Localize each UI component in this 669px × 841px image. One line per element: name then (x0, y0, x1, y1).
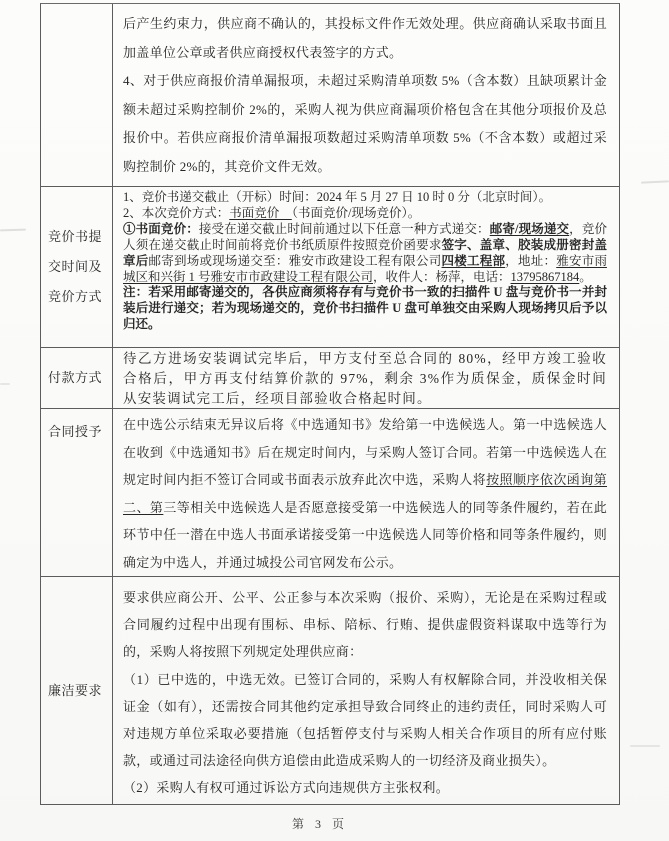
paragraph (123, 666, 607, 775)
text-run: 签字、盖章、胶装成册密封盖章后 (123, 237, 607, 268)
paragraph (123, 67, 607, 181)
paragraph (123, 774, 607, 801)
row-label-submission: 竞价书提交时间及竞价方式 (41, 187, 113, 347)
text-run: 在中选公示结束无异议后将《中选通知书》发给第一中选候选人。第一中选候选人在收到《中选通知书》后在规定时间内，与采购人签订合同。若第一中选候选人在规定时间内拒不签订合同或书面表示放弃此次中选，采购人将 (123, 417, 607, 487)
row-label-empty (41, 4, 113, 186)
scan-artifact (0, 229, 26, 232)
text-run: 三等相关中选候选人是否愿意接受第一中选候选人的同等条件履约，若在此环节中任一潜在中选人书面承诺接受第一中选候选人同等价格和同等条件履约，则确定为中选人，并通过城投公司官网发布公示。 (123, 499, 608, 570)
row-label-integrity: 廉洁要求 (41, 577, 113, 804)
row-content (113, 348, 619, 408)
paragraph (123, 411, 607, 576)
table-row-submission (41, 187, 619, 348)
paragraph (123, 222, 607, 286)
bid-terms-table (40, 3, 620, 805)
text-run: ，地址： (505, 253, 557, 268)
table-row-continuation (41, 4, 619, 187)
text-run: 书面竞价 (229, 205, 292, 220)
row-label-payment: 付款方式 (41, 348, 113, 408)
row-content (113, 409, 619, 576)
paragraph (123, 349, 607, 409)
text-run: 要求供应商公开、公平、公正参与本次采购（报价、采购），无论是在采购过程或合同履约过程中出现有围标、串标、陪标、行贿、提供虚假资料谋取中选等行为的，采购人将按照下列规定处理供应商： (123, 590, 607, 660)
page-number: 第 3 页 (291, 817, 348, 831)
text-run: 注：若采用邮寄递交的，各供应商须将存有与竞价书一致的扫描件 U 盘与竞价书一并封装后进行递交；若为现场递交的，竞价书扫描件 U 盘可单独交由采购人现场拷贝后予以归还。 (123, 285, 607, 332)
text-run: ，收件人：杨萍，电话： (373, 269, 511, 284)
text-run: 后产生约束力，供应商不确认的，其投标文件作无效处理。供应商确认采取书面且加盖单位公章或者供应商授权代表签字的方式。 (123, 16, 607, 60)
row-content (113, 577, 619, 804)
text-run: 邮寄到场或现场递交至：雅安市政建设工程有限公司 (148, 253, 442, 268)
paragraph (123, 10, 607, 67)
text-run: ①书面竞价： (123, 221, 199, 236)
text-run: 13795867184 (510, 269, 580, 284)
text-run: 待乙方进场安装调试完毕后，甲方支付至总合同的 80%，经甲方竣工验收合格后，甲方再支付结算价款的 97%，剩余 3%作为质保金，质保金时间从安装调试完工后，经项目部验收合格起时间。 (123, 351, 607, 406)
text-run: 4、对于供应商报价清单漏报项，未超过采购清单项数 5%（含本数）且缺项累计金额未超过采购控制价 2%的，采购人视为供应商漏项价格包含在其他分项报价及总报价中。若供应商报价清单漏报项数超过采购清单项数 5%（不含本数）或超过采购控制价 2%的，其竞价文件无效。 (123, 73, 607, 174)
paragraph (123, 206, 607, 222)
row-label-contract-award: 合同授予 (41, 409, 113, 576)
paragraph (123, 584, 607, 666)
scan-artifact (0, 383, 10, 385)
table-row-payment (41, 348, 619, 409)
table-row-integrity (41, 577, 619, 804)
text-run: 四楼工程部 (441, 253, 506, 268)
text-run: 接受在递交截止时间前通过以下任意一种方式递交： (198, 221, 490, 236)
row-content (113, 4, 619, 186)
text-run: ，竞价人须在递交截止时间前将竞价书纸质原件按照竞价函要求 (123, 221, 607, 252)
paragraph (123, 285, 607, 333)
text-run: 按照顺序依次函询第二、第 (123, 472, 607, 515)
text-run: 2、本次竞价方式： (123, 205, 230, 220)
text-run: 雅安市雨城区和兴街 1 号雅安市市政建设工程有限公司 (123, 253, 607, 284)
text-run: 1、竞价书递交截止（开标）时间：2024 年 5 月 27 日 10 时 0 分（北京时间）。 (123, 190, 552, 204)
text-run: 邮寄/现场递交 (489, 221, 570, 236)
table-row-contract-award (41, 409, 619, 577)
text-run: 。 (579, 269, 592, 284)
scan-artifact (641, 180, 669, 183)
paragraph (123, 190, 607, 206)
text-run: （1）已中选的，中选无效。已签订合同的，采购人有权解除合同，并没收相关保证金（如有），还需按合同其他约定承担导致合同终止的违约责任，同时采购人可对违规方单位采取必要措施（包括暂停支付与采购人相关合作项目的所有应付账款，或通过司法途径向供方追偿由此造成采购人的一切经济及商业损失）。 (123, 671, 607, 769)
row-content (113, 187, 619, 347)
text-run: （书面竞价/现场竞价）。 (291, 205, 421, 220)
scan-artifact (630, 745, 660, 747)
text-run: （2）采购人有权可通过诉讼方式向违规供方主张权利。 (123, 780, 450, 796)
